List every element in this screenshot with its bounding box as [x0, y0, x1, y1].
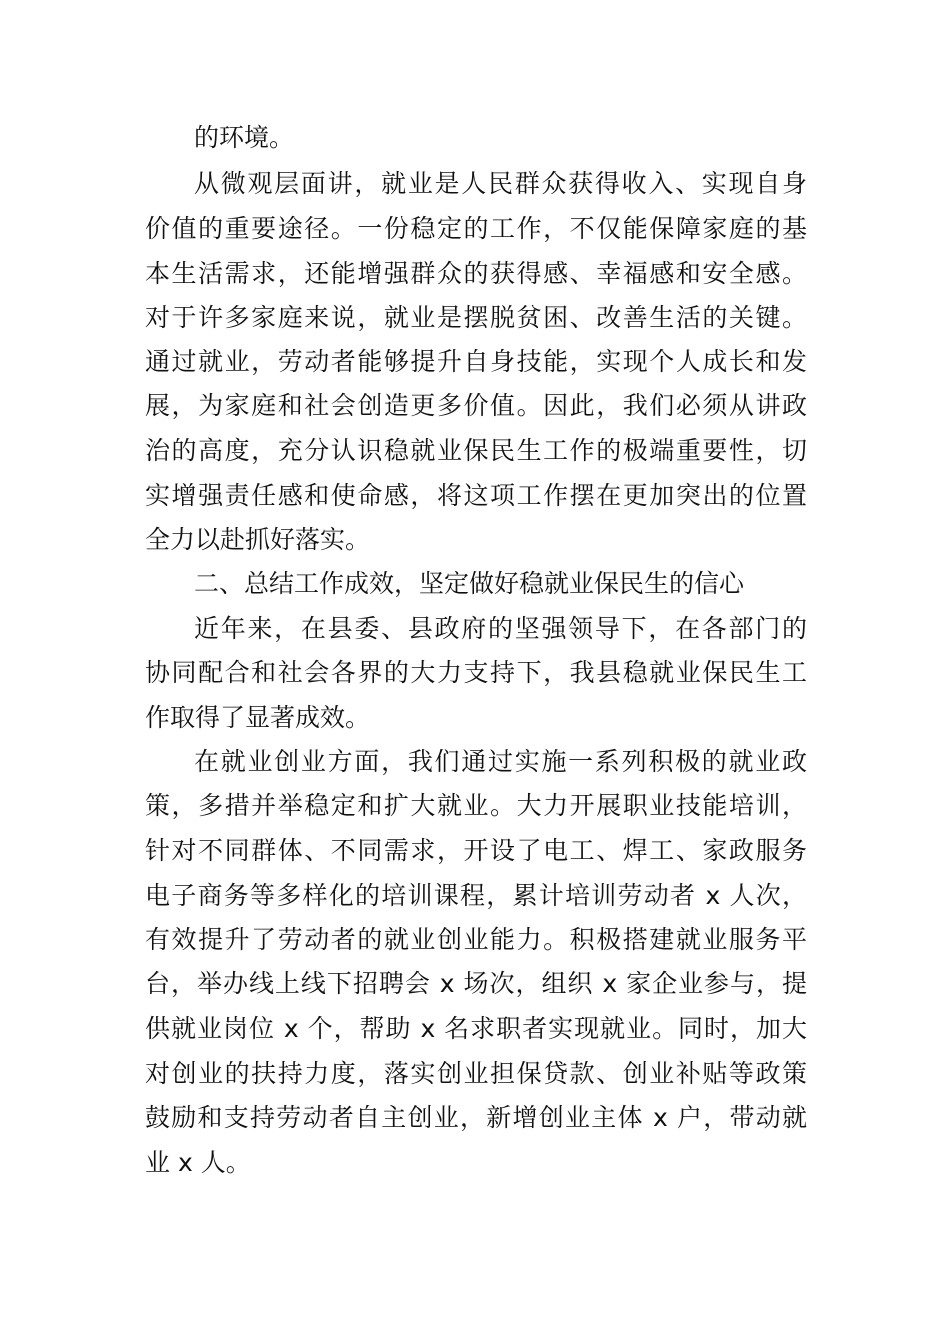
- text-line: 对于许多家庭来说，就业是摆脱贫困、改善生活的关键。: [145, 303, 807, 332]
- text-line: 供就业岗位 x 个，帮助 x 名求职者实现就业。同时，加大: [145, 1014, 807, 1043]
- text-line: 全力以赴抓好落实。: [145, 525, 371, 554]
- text-line: 策，多措并举稳定和扩大就业。大力开展职业技能培训，: [145, 791, 807, 820]
- text-line: 的环境。: [194, 123, 295, 152]
- text-line: 协同配合和社会各界的大力支持下，我县稳就业保民生工: [145, 658, 807, 687]
- text-line: 业 x 人。: [145, 1148, 251, 1177]
- text-line: 电子商务等多样化的培训课程，累计培训劳动者 x 人次，: [145, 881, 807, 910]
- text-line: 实增强责任感和使命感，将这项工作摆在更加突出的位置: [145, 481, 807, 510]
- paragraph-start-line: 从微观层面讲，就业是人民群众获得收入、实现自身: [194, 169, 807, 198]
- text-line: 针对不同群体、不同需求，开设了电工、焊工、家政服务: [145, 836, 807, 865]
- text-line: 对创业的扶持力度，落实创业担保贷款、创业补贴等政策: [145, 1059, 807, 1088]
- text-line: 作取得了显著成效。: [145, 703, 371, 732]
- text-line: 台，举办线上线下招聘会 x 场次，组织 x 家企业参与，提: [145, 969, 807, 998]
- text-line: 展，为家庭和社会创造更多价值。因此，我们必须从讲政: [145, 391, 807, 420]
- text-line: 本生活需求，还能增强群众的获得感、幸福感和安全感。: [145, 259, 807, 288]
- text-line: 治的高度，充分认识稳就业保民生工作的极端重要性，切: [145, 436, 807, 465]
- text-line: 有效提升了劳动者的就业创业能力。积极搭建就业服务平: [145, 925, 807, 954]
- paragraph-start-line: 近年来，在县委、县政府的坚强领导下，在各部门的: [194, 614, 807, 643]
- text-line: 通过就业，劳动者能够提升自身技能，实现个人成长和发: [145, 347, 807, 376]
- paragraph-start-line: 在就业创业方面，我们通过实施一系列积极的就业政: [194, 747, 807, 776]
- text-line: 鼓励和支持劳动者自主创业，新增创业主体 x 户，带动就: [145, 1103, 807, 1132]
- section-heading: 二、总结工作成效，坚定做好稳就业保民生的信心: [194, 569, 745, 598]
- text-line: 价值的重要途径。一份稳定的工作，不仅能保障家庭的基: [145, 214, 807, 243]
